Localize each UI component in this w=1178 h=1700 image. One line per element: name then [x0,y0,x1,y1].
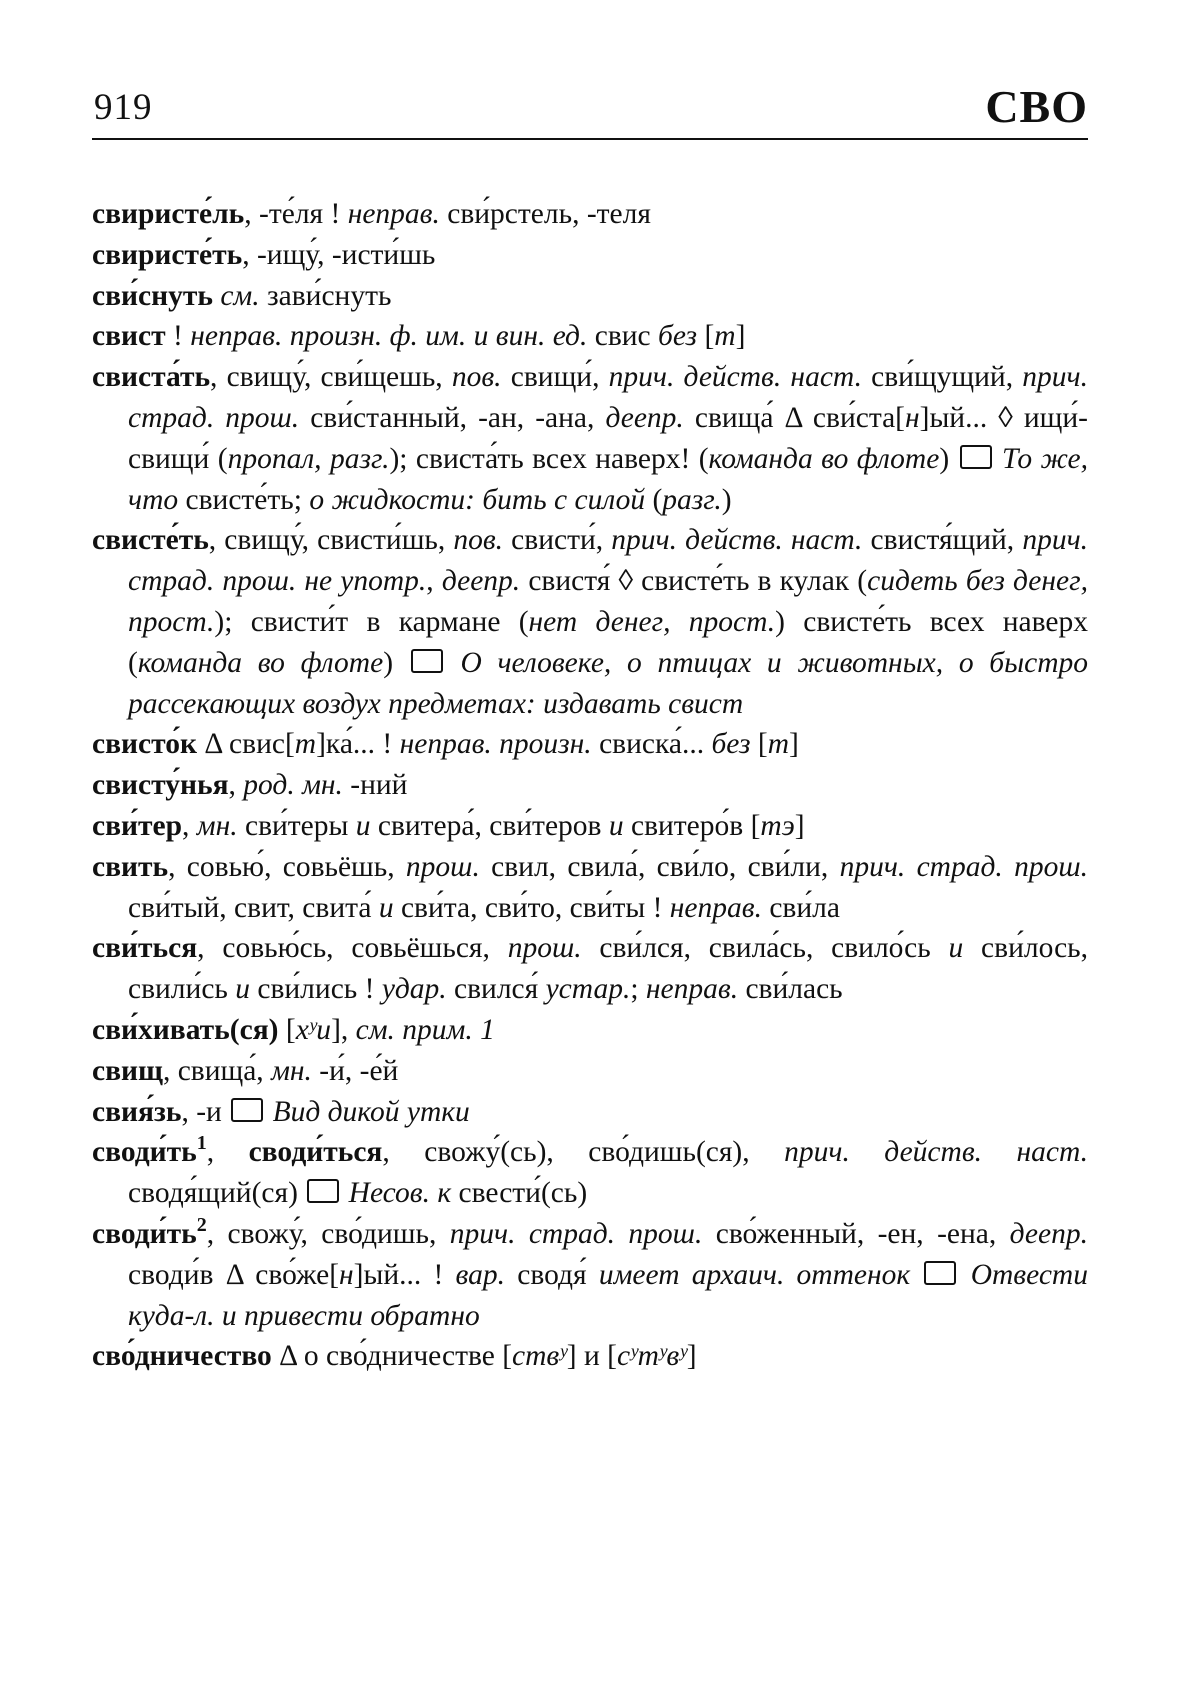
dictionary-entry: $своди́ть^2$, свожу́, сво́дишь, прич. страд. прош. сво́женный, -ен, -ена, деепр. своди́в Δ сво́же[н]ый... ! вар. сводя́ имеет архаич. оттенок Отвести куда-л. и привести обратно [92,1213,1088,1332]
definition-box-icon [307,1179,339,1203]
definition-box-icon [231,1098,263,1122]
page-header [92,82,1088,140]
dictionary-entry: свиристе́ть, -ищу́, -исти́шь [92,238,436,271]
definition-box-icon [960,445,992,469]
dictionary-entry: свиста́ть, свищу́, сви́щешь, пов. свищи́, прич. действ. наст. сви́щущий, прич. страд. прош. сви́станный, -ан, -ана, деепр. свища́ Δ сви́ста[н]ый... ◊ ищи́-свищи́ (пропал, разг.); свиста́ть всех наверх! (команда во флоте) То же, что свисте́ть; о жидкости: бить с силой (разг.) [92,361,1089,516]
page-number: 919 [94,87,153,128]
dictionary-entry: свист ! неправ. произн. ф. им. и вин. ед. свис без [т] [92,320,746,353]
dictionary-entry: свищ, свища́, мн. -и́, -е́й [92,1054,399,1087]
dictionary-entry: сви́снуть см. зави́снуть [92,279,392,312]
dictionary-entry: свиристе́ль, -те́ля ! неправ. сви́рстель, -теля [92,198,651,230]
dictionary-entry: сви́ться, совью́сь, совьёшься, прош. сви́лся, свила́сь, свило́сь и сви́лось, свили́сь и сви́лись ! удар. свился́ устар.; неправ. сви́лась [92,932,1088,1006]
dictionary-entry: сви́тер, мн. сви́теры и свитера́, сви́теров и свитеро́в [тэ] [92,809,805,842]
dictionary-entry: сви́хивать(ся) [хʸи], см. прим. 1 [92,1013,495,1046]
definition-box-icon [411,649,443,673]
dictionary-entry: свисто́к Δ свис[т]ка́... ! неправ. произн. свиска́... без [т] [92,728,799,761]
dictionary-entry: свия́зь, -и Вид дикой утки [92,1095,470,1128]
dictionary-entry: свить, совью́, совьёшь, прош. свил, свила́, сви́ло, сви́ли, прич. страд. прош. сви́тый, свит, свита́ и сви́та, сви́то, сви́ты ! неправ. сви́ла [92,850,1088,924]
dictionary-entry: свисте́ть, свищу́, свисти́шь, пов. свисти́, прич. действ. наст. свистя́щий, прич. страд. прош. не употр., деепр. свистя́ ◊ свисте́ть в кулак (сидеть без денег, прост.); свисти́т в кармане (нет денег, прост.) свисте́ть всех наверх (команда во флоте) О человеке, о птицах и животных, о быстро рассекающих воздух предметах: издавать свист [92,524,1089,720]
dictionary-entry: $своди́ть^1$, своди́ться, свожу́(сь), сво́дишь(ся), прич. действ. наст. сводя́щий(ся) Несов. к свести́(сь) [92,1132,1089,1210]
definition-box-icon [924,1261,956,1285]
guide-word: СВО [985,81,1088,132]
dictionary-entries [92,194,1088,1377]
dictionary-entry: сво́дничество Δ о сво́дничестве [ствʸ] и [сʸтʸвʸ] [92,1340,697,1373]
dictionary-entry: свисту́нья, род. мн. -ний [92,769,408,802]
